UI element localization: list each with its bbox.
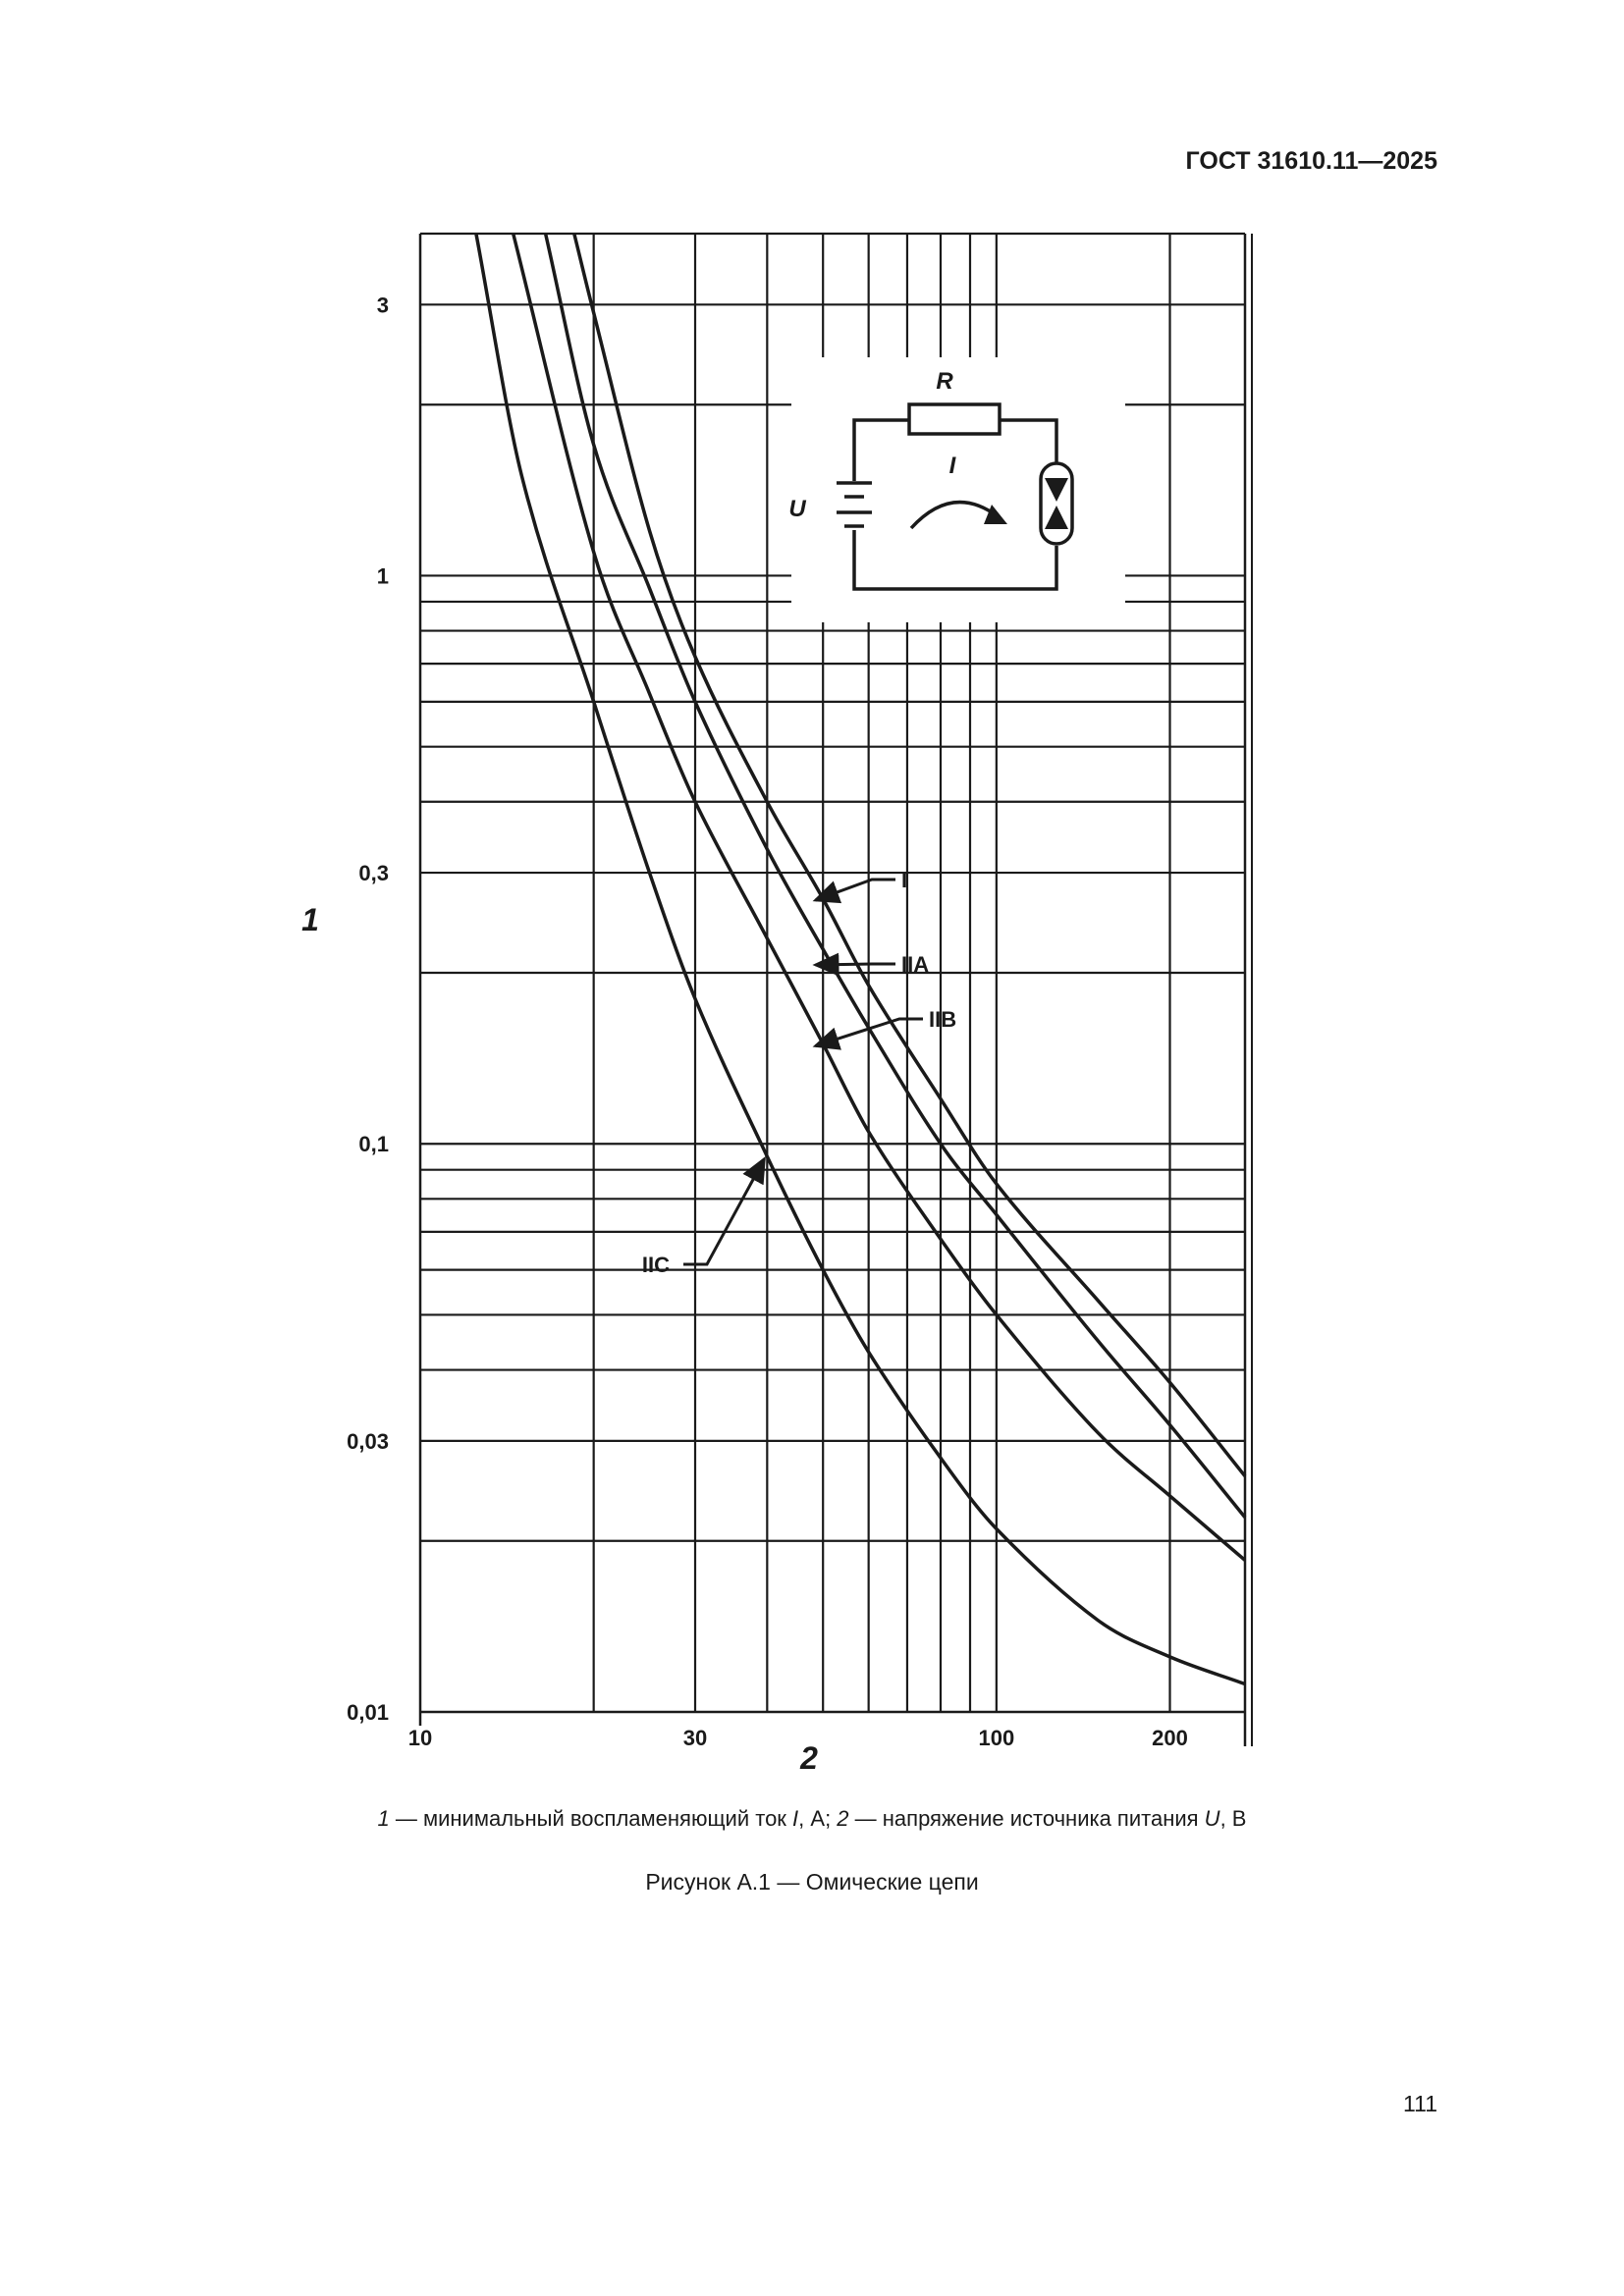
- legend-text-1: — минимальный воспламеняющий ток: [389, 1806, 793, 1831]
- page-number: 111: [1403, 2091, 1437, 2116]
- axis-legend-note: [0, 1806, 1624, 1832]
- y-tick-label: 3: [376, 293, 389, 318]
- legend-symbol-voltage: U: [1204, 1806, 1220, 1831]
- legend-text-2: , А;: [798, 1806, 838, 1831]
- voltage-label: U: [788, 496, 806, 522]
- y-tick-label: 1: [376, 563, 389, 589]
- series-label-iia: IIA: [901, 952, 930, 977]
- x-tick-label: 30: [682, 1726, 708, 1750]
- y-axis-label: 1: [301, 902, 319, 937]
- inset-background: [791, 357, 1125, 622]
- spark-gap-icon: [1041, 463, 1072, 544]
- x-tick-label: 200: [1152, 1726, 1188, 1750]
- annotation-arrow-i: [815, 880, 895, 900]
- x-axis-label: 2: [800, 1740, 818, 1776]
- legend-symbol-current: I: [792, 1806, 799, 1831]
- current-label: I: [948, 453, 956, 479]
- y-tick-label: 0,3: [358, 861, 389, 886]
- figure-caption: Рисунок А.1 — Омические цепи: [645, 1869, 979, 1895]
- series-label-iib: IIB: [929, 1007, 957, 1032]
- resistor-icon: [909, 404, 1000, 434]
- document-code: ГОСТ 31610.11—2025: [1185, 147, 1437, 175]
- x-tick-label: 100: [978, 1726, 1015, 1750]
- y-tick-label: 0,03: [347, 1428, 389, 1454]
- series-label-iic: IIC: [641, 1253, 670, 1277]
- legend-text-3: — напряжение источника питания: [848, 1806, 1205, 1831]
- legend-text-4: , В: [1219, 1806, 1247, 1831]
- annotation-arrow-iia: [815, 964, 895, 965]
- legend-num-1: 1: [377, 1806, 390, 1831]
- resistor-label: R: [936, 368, 953, 395]
- circuit-inset: [791, 357, 1125, 622]
- series-label-i: I: [901, 868, 908, 892]
- x-tick-label: 10: [407, 1726, 433, 1750]
- legend-num-2: 2: [837, 1806, 849, 1831]
- y-tick-label: 0,01: [347, 1700, 389, 1725]
- y-tick-label: 0,1: [358, 1132, 389, 1157]
